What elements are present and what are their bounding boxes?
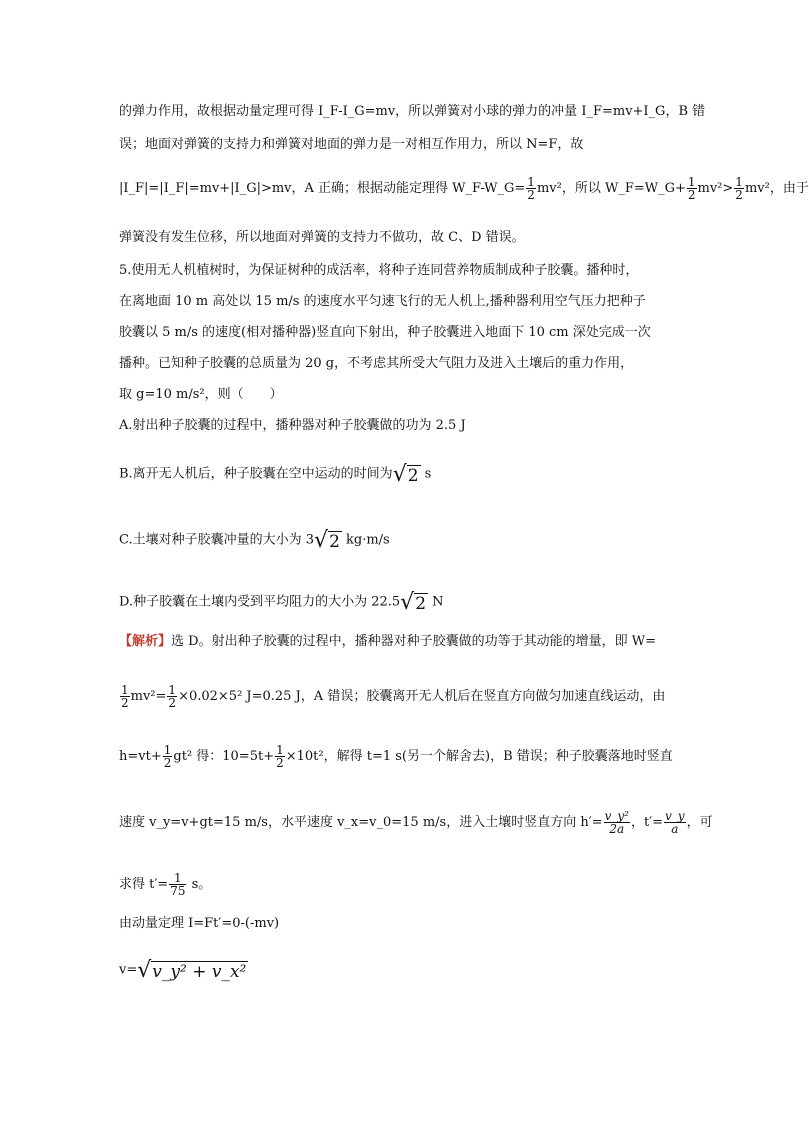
sqrt-two: √ 2 bbox=[400, 590, 427, 615]
analysis-tag: 【解析】 bbox=[119, 634, 172, 649]
fraction-half: $\frac{1}{2}$ bbox=[168, 683, 177, 710]
analysis-line-5: 求得 t′= $\frac{1}{75}$ s。 bbox=[119, 871, 212, 898]
text-line-3d: mv²，由于 bbox=[744, 181, 809, 196]
question-5-line-1: 5.使用无人机植树时，为保证树种的成活率，将种子连同营养物质制成种子胶囊。播种时， bbox=[119, 263, 639, 278]
text-line-3b: mv²，所以 W_F=W_G+ bbox=[536, 181, 686, 196]
text-line-3 bbox=[119, 176, 809, 201]
analysis-line-2: $\frac{1}{2}$ mv²= $\frac{1}{2}$ ×0.02×5² J=0.25 J，A 错误；胶囊离开无人机后在竖直方向做匀加速直线运动，由 bbox=[121, 683, 666, 710]
analysis-line-3: h=vt+ $\frac{1}{2}$ gt² 得：10=5t+ $\frac{1}{2}$ ×10t²，解得 t=1 s(另一个解舍去)，B 错误；种子胶囊落地时竖直 bbox=[119, 743, 673, 770]
text-line-1: 的弹力作用，故根据动量定理可得 I_F-I_G=mv，所以弹簧对小球的弹力的冲量 I_F=mv+I_G，B 错 bbox=[119, 104, 706, 119]
text-line-4: 弹簧没有发生位移，所以地面对弹簧的支持力不做功，故 C、D 错误。 bbox=[119, 230, 525, 245]
fraction-half: $\frac{1}{2}$ bbox=[527, 175, 535, 202]
sqrt-velocity: √ v_y² + v_x² bbox=[137, 958, 247, 983]
fraction-half: $\frac{1}{2}$ bbox=[276, 743, 284, 770]
text-line-3c: mv²> bbox=[697, 181, 734, 196]
sqrt-two: √ 2 bbox=[392, 462, 419, 487]
analysis-line-7: v= √ v_y² + v_x² bbox=[119, 958, 247, 983]
fraction-half: $\frac{1}{2}$ bbox=[163, 743, 172, 770]
analysis-line-1: 【解析】选 D。射出种子胶囊的过程中，播种器对种子胶囊做的功等于其动能的增量，即 W= bbox=[119, 634, 656, 649]
text-line-2: 误；地面对弹簧的支持力和弹簧对地面的弹力是一对相互作用力，所以 N=F，故 bbox=[119, 137, 584, 152]
option-a: A.射出种子胶囊的过程中，播种器对种子胶囊做的功为 2.5 J bbox=[119, 418, 466, 433]
fraction-half: $\frac{1}{2}$ bbox=[121, 683, 129, 710]
option-b: B.离开无人机后，种子胶囊在空中运动的时间为 √ 2 s bbox=[119, 462, 432, 487]
analysis-line-6: 由动量定理 I=Ft′=0-(-mv) bbox=[119, 916, 280, 931]
option-d: D.种子胶囊在土壤内受到平均阻力的大小为 22.5 √ 2 N bbox=[119, 590, 444, 615]
sqrt-two: √ 2 bbox=[314, 528, 340, 553]
fraction-half: $\frac{1}{2}$ bbox=[735, 175, 743, 202]
fraction-one-over-75: $\frac{1}{75}$ bbox=[170, 871, 186, 898]
text-line-3a: |I_F|=|I_F|=mv+|I_G|>mv，A 正确；根据动能定理得 W_F-W_G= bbox=[119, 181, 526, 196]
fraction-vy-over-a: $\frac{v\_y}{a}$ bbox=[665, 809, 685, 836]
fraction-vy2-over-2a: $\frac{\text{v\_y²}}{2a}$ bbox=[604, 809, 629, 836]
analysis-line-4: 速度 v_y=v+gt=15 m/s，水平速度 v_x=v_0=15 m/s，进入土壤时竖直方向 h′= $\frac{\text{v\_y²}}{2a}$ ，t′= $\frac{v\_y}{a}$ ，可 bbox=[119, 809, 713, 836]
question-5-line-2: 在离地面 10 m 高处以 15 m/s 的速度水平匀速飞行的无人机上,播种器利用空气压力把种子 bbox=[119, 294, 646, 309]
question-5-line-3: 胶囊以 5 m/s 的速度(相对播种器)竖直向下射出，种子胶囊进入地面下 10 cm 深处完成一次 bbox=[119, 325, 651, 340]
question-5-line-4: 播种。已知种子胶囊的总质量为 20 g，不考虑其所受大气阻力及进入土壤后的重力作用， bbox=[119, 356, 634, 371]
fraction-half: $\frac{1}{2}$ bbox=[687, 175, 696, 202]
option-c: C.土壤对种子胶囊冲量的大小为 3 √ 2 kg·m/s bbox=[119, 528, 390, 553]
question-5-line-5: 取 g=10 m/s²，则（ ） bbox=[119, 387, 283, 402]
